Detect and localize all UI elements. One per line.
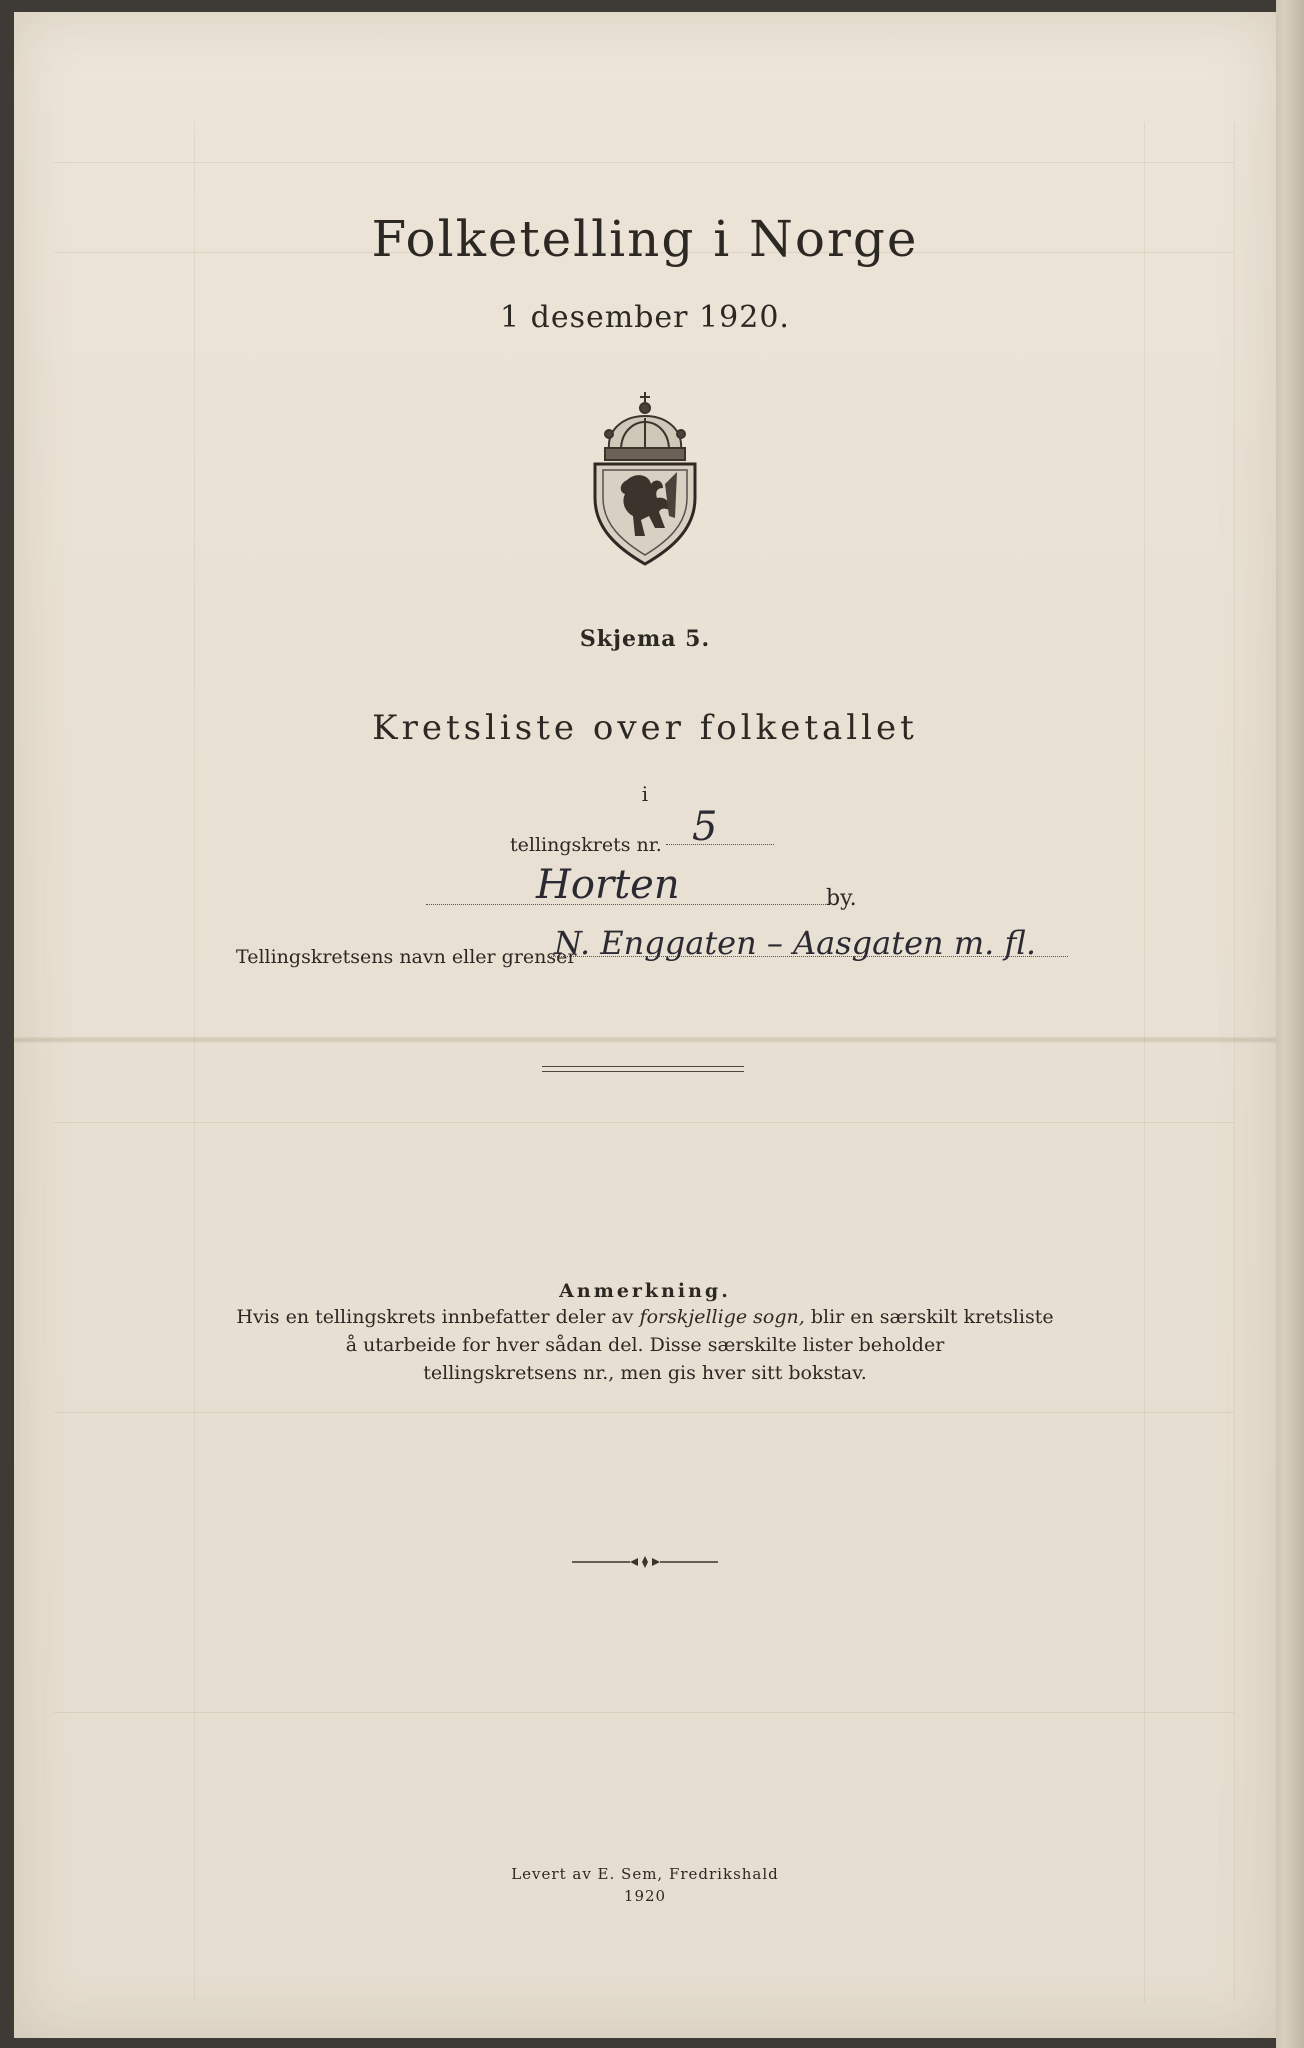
census-form-page — [14, 12, 1276, 2038]
norwegian-coat-of-arms-icon — [585, 388, 705, 568]
note-line-1-start: Hvis en tellingskrets innbefatter deler av — [236, 1306, 640, 1328]
show-through-line — [54, 1712, 1234, 1713]
note-heading: Anmerkning. — [559, 1280, 731, 1302]
ornament-divider-icon — [570, 1554, 720, 1570]
town-value: Horten — [536, 862, 680, 908]
page-edge — [1276, 0, 1304, 2048]
divider-rule — [542, 1071, 744, 1072]
note-line-2: å utarbeide for hver sådan del. Disse særskilte lister beholder — [345, 1334, 945, 1356]
page-fold — [14, 1037, 1276, 1043]
printer-year: 1920 — [623, 1887, 667, 1905]
note-line-3: tellingskretsens nr., men gis hver sitt bokstav. — [423, 1362, 867, 1384]
district-number-value: 5 — [692, 804, 718, 850]
show-through-line — [54, 1122, 1234, 1123]
show-through-line — [54, 1412, 1234, 1413]
town-suffix: by. — [826, 886, 857, 911]
form-title: Folketelling i Norge — [371, 210, 919, 268]
district-number-label: tellingskrets nr. — [510, 834, 662, 856]
preposition-text: i — [641, 782, 649, 806]
note-line-1-end: blir en særskilt kretsliste — [804, 1306, 1054, 1328]
show-through-line — [194, 122, 195, 2002]
boundaries-label: Tellingskretsens navn eller grenser — [236, 946, 577, 968]
divider-rule — [542, 1066, 744, 1067]
show-through-line — [1234, 122, 1235, 2002]
schema-number: Skjema 5. — [579, 626, 711, 652]
show-through-line — [54, 162, 1234, 163]
printer-credit: Levert av E. Sem, Fredrikshald — [511, 1865, 779, 1883]
show-through-line — [1144, 122, 1145, 2002]
boundaries-value: N. Enggaten – Aasgaten m. fl. — [554, 924, 1037, 962]
district-number-line — [666, 844, 774, 845]
form-date: 1 desember 1920. — [500, 300, 790, 335]
note-line-1 — [14, 1306, 1276, 1328]
form-heading: Kretsliste over folketallet — [372, 708, 918, 748]
note-line-1-italic: forskjellige sogn, — [639, 1306, 805, 1328]
